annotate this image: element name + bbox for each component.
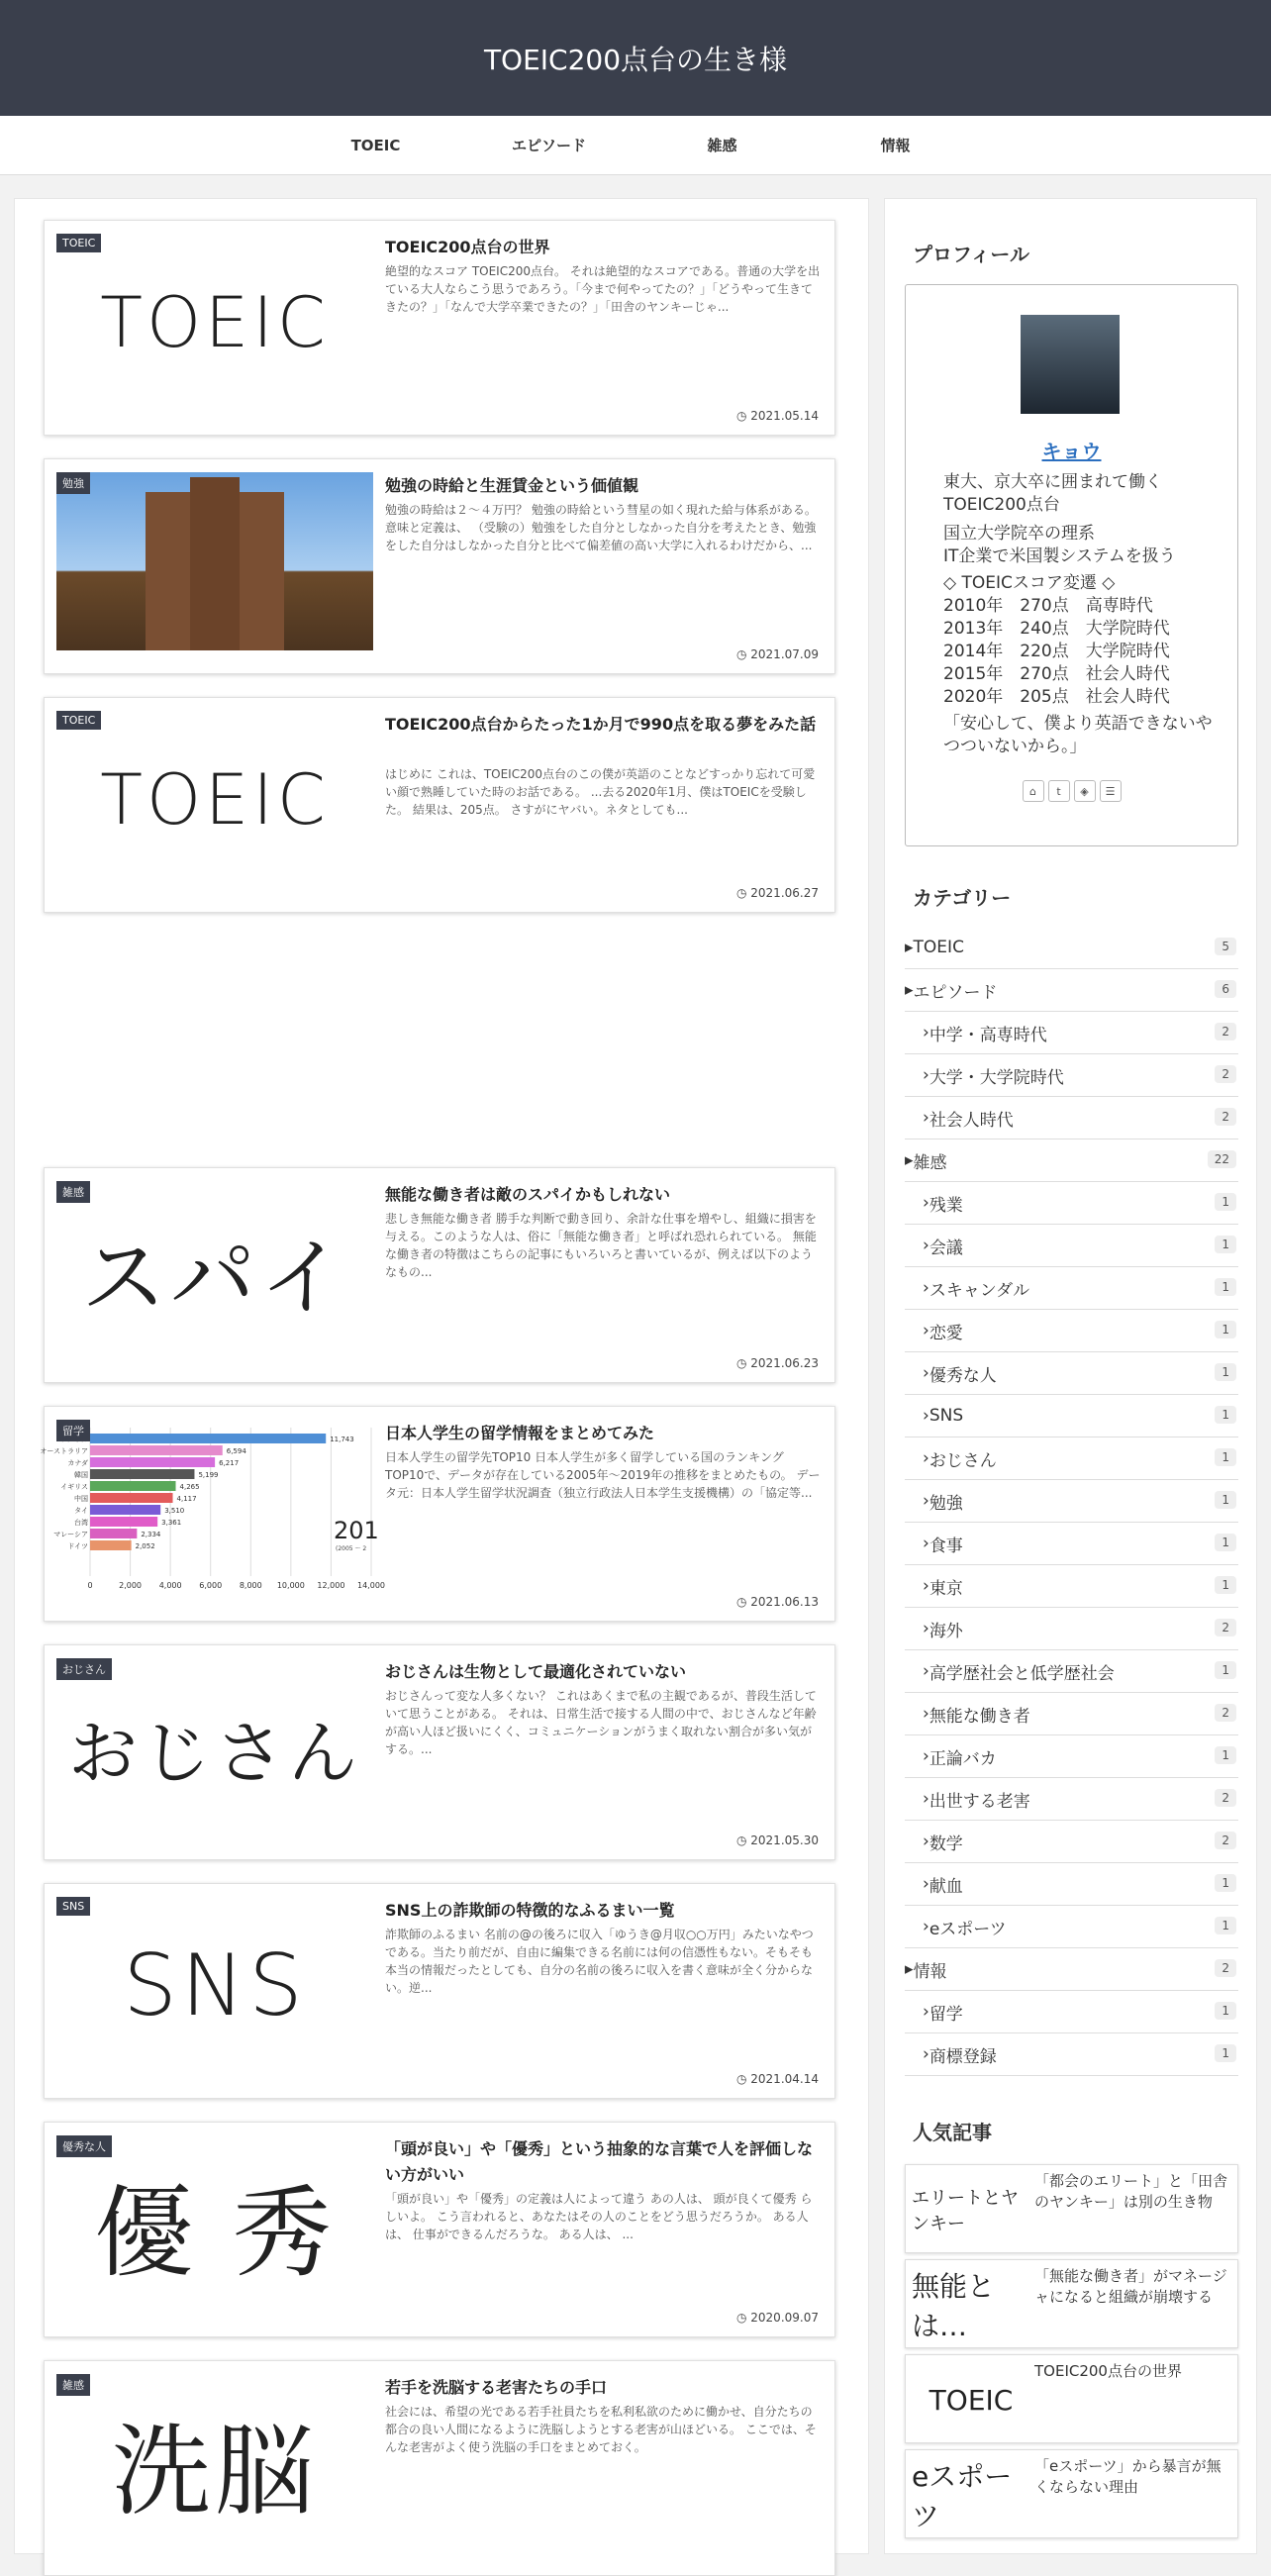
chart-bar: [90, 1445, 223, 1455]
post-title[interactable]: 無能な働き者は敵のスパイかもしれない: [385, 1185, 671, 1204]
category-item[interactable]: [905, 1352, 1238, 1395]
popular-post[interactable]: [905, 2259, 1238, 2348]
category-label: 数学: [929, 1833, 963, 1854]
chevron-right-icon: ›: [923, 1576, 929, 1596]
post-title[interactable]: TOEIC200点台からたった1か月で990点を取る夢をみた話: [385, 715, 817, 734]
chart-bar: [90, 1457, 215, 1467]
post-list: [14, 198, 869, 2554]
chart-bar: [90, 1469, 194, 1479]
post-card[interactable]: [44, 220, 835, 436]
category-count: 2: [1215, 1832, 1236, 1849]
chart-bar: [90, 1505, 160, 1515]
category-badge[interactable]: 留学: [56, 1420, 90, 1441]
category-item[interactable]: [905, 1906, 1238, 1948]
category-count: 2: [1215, 1959, 1236, 1977]
popular-post[interactable]: [905, 2164, 1238, 2253]
profile-line: 国立大学院卒の理系: [943, 524, 1095, 544]
x-tick-label: 12,000: [317, 1581, 345, 1590]
category-count: 2: [1215, 1065, 1236, 1083]
category-count: 1: [1215, 1746, 1236, 1764]
profile-name[interactable]: キョウ: [1041, 440, 1102, 463]
post-date-text: 2021.06.13: [750, 1595, 819, 1609]
category-label: 高学歴社会と低学歴社会: [929, 1663, 1115, 1684]
thumbnail-lettering: TOEIC: [100, 282, 330, 363]
clock-icon: ◷: [735, 886, 751, 900]
post-thumbnail[interactable]: [56, 2374, 373, 2552]
value-label: 6,594: [226, 1447, 246, 1455]
profile-line: 2014年 220点 大学院時代: [943, 642, 1170, 661]
post-thumbnail[interactable]: [56, 234, 373, 412]
x-tick-label: 0: [87, 1581, 93, 1590]
category-item[interactable]: [905, 1437, 1238, 1480]
category-item[interactable]: [905, 1523, 1238, 1565]
chart-bar: [90, 1517, 157, 1527]
category-badge[interactable]: TOEIC: [56, 234, 101, 252]
x-tick-label: 6,000: [199, 1581, 223, 1590]
category-count: 1: [1215, 1576, 1236, 1594]
category-label: 食事: [929, 1536, 963, 1556]
post-excerpt: 「頭が良い」や「優秀」の定義は人によって違う あの人は、 頭が良くて優秀 らしいよ。 こう言われると、あなたはその人のことをどう思うだろうか。 ある人は、 仕事ができるんだろうな。 ある人は、 ...: [385, 2192, 813, 2241]
twitter-icon[interactable]: t: [1048, 780, 1070, 802]
profile-line: 2010年 270点 高専時代: [943, 596, 1153, 616]
post-excerpt: 詐欺師のふるまい 名前の@の後ろに収入「ゆうき@月収○○万円」みたいなやつである。当たり前だが、自由に編集できる名前には何の信憑性もない。そもそも本当の情報だったとしても、自分の名前の後ろに収入を書く意味が全く分からない。逆...: [385, 1928, 814, 1995]
profile-line: 2013年 240点 大学院時代: [943, 619, 1170, 639]
post-excerpt: 社会には、希望の光である若手社員たちを私利私欲のために働かせ、自分たちの都合の良い人間になるように洗脳しようとする老害が山ほどいる。 ここでは、そんな老害がよく使う洗脳の手口をまとめておく。: [385, 2405, 817, 2454]
category-item[interactable]: [905, 1310, 1238, 1352]
category-label: 海外: [929, 1621, 963, 1641]
post-thumbnail[interactable]: [56, 1897, 373, 2075]
x-tick-label: 4,000: [158, 1581, 182, 1590]
rss-icon[interactable]: ☰: [1100, 780, 1122, 802]
post-card[interactable]: [44, 1883, 835, 2099]
value-label: 11,743: [330, 1436, 354, 1443]
post-title[interactable]: 若手を洗脳する老害たちの手口: [385, 2378, 608, 2397]
chart-bar: [90, 1493, 173, 1503]
thumbnail-lettering: スパイ: [81, 1229, 348, 1328]
clock-icon: ◷: [735, 2072, 751, 2086]
post-date-text: 2021.04.14: [750, 2072, 819, 2086]
chevron-right-icon: ›: [923, 1065, 929, 1085]
category-badge[interactable]: 雑感: [56, 2374, 90, 2396]
category-badge[interactable]: TOEIC: [56, 711, 101, 730]
chevron-right-icon: ▸: [905, 1959, 914, 1979]
category-item[interactable]: [905, 1097, 1238, 1139]
category-label: eスポーツ: [929, 1919, 1007, 1939]
category-count: 1: [1215, 1321, 1236, 1338]
category-label: 会議: [929, 1238, 963, 1258]
post-card[interactable]: [44, 1167, 835, 1383]
chevron-right-icon: ›: [923, 1704, 929, 1724]
post-card[interactable]: [44, 2122, 835, 2337]
post-title[interactable]: おじさんは生物として最適化されていない: [385, 1662, 687, 1681]
sidebar: [884, 198, 1257, 2554]
category-count: 1: [1215, 2002, 1236, 2020]
category-label: 東京: [929, 1578, 963, 1599]
category-count: 1: [1215, 1917, 1236, 1934]
chevron-right-icon: ›: [923, 1917, 929, 1936]
category-item[interactable]: [905, 2033, 1238, 2076]
post-card[interactable]: [44, 697, 835, 913]
study-abroad-chart: [40, 1420, 385, 1598]
category-item[interactable]: [905, 1395, 1238, 1437]
category-item[interactable]: [905, 1778, 1238, 1821]
category-item[interactable]: [905, 927, 1238, 969]
post-date: [736, 1833, 819, 1847]
value-label: 6,217: [219, 1459, 240, 1467]
site-title[interactable]: TOEIC200点台の生き様: [483, 43, 788, 76]
category-count: 1: [1215, 1363, 1236, 1381]
profile-line: 東大、京大卒に囲まれて働くTOEIC200点台: [943, 472, 1162, 515]
category-item[interactable]: [905, 1225, 1238, 1267]
post-date: [736, 409, 819, 423]
value-label: 2,052: [135, 1542, 155, 1550]
post-date-text: 2021.05.30: [750, 1833, 819, 1847]
category-heading: カテゴリー: [913, 886, 1012, 910]
category-count: 2: [1215, 1108, 1236, 1126]
category-label: 正論バカ: [929, 1748, 997, 1769]
category-count: 2: [1215, 1704, 1236, 1722]
post-date: [736, 2072, 819, 2086]
category-label: 情報: [913, 1961, 947, 1982]
thumbnail-lettering: おじさん: [68, 1712, 361, 1794]
category-label: 出世する老害: [929, 1791, 1030, 1812]
clock-icon: ◷: [735, 2311, 751, 2325]
popular-post[interactable]: [905, 2354, 1238, 2443]
category-count: 1: [1215, 1193, 1236, 1211]
category-label: おじさん: [929, 1450, 997, 1471]
category-label: エピソード: [913, 982, 998, 1003]
category-badge[interactable]: SNS: [56, 1897, 90, 1916]
chevron-right-icon: ›: [923, 1278, 929, 1298]
home-icon[interactable]: ⌂: [1023, 780, 1044, 802]
category-label: 残業: [929, 1195, 963, 1216]
year-annotation: 201: [334, 1517, 379, 1544]
category-count: 1: [1215, 1278, 1236, 1296]
post-date: [736, 886, 819, 900]
post-excerpt: 日本人学生の留学先TOP10 日本人学生が多く留学している国のランキングTOP10で、データが存在している2005年～2019年の推移をまとめたもの。 データ元：日本人学生留学状況調査（独立行政法人日本学生支援機構）の「協定等...: [385, 1450, 821, 1500]
chevron-right-icon: ›: [923, 1363, 929, 1383]
profile-line: 「安心して、僕より英語できないやつついないから。」: [943, 714, 1213, 756]
profile-box: [905, 284, 1238, 846]
popular-post-title[interactable]: TOEIC200点台の世界: [1034, 2362, 1182, 2380]
category-count: 1: [1215, 1534, 1236, 1551]
category-count: 6: [1215, 980, 1236, 998]
profile-line: 2015年 270点 社会人時代: [943, 664, 1170, 684]
post-title[interactable]: 勉強の時給と生涯賃金という価値観: [385, 476, 639, 495]
post-thumbnail[interactable]: [56, 1181, 373, 1359]
chevron-right-icon: ▸: [905, 938, 914, 957]
value-label: 3,510: [164, 1507, 185, 1515]
chart-bar: [90, 1434, 326, 1443]
chevron-right-icon: ›: [923, 2002, 929, 2022]
site-header: [0, 0, 1271, 116]
category-count: 1: [1215, 1661, 1236, 1679]
category-item[interactable]: [905, 1821, 1238, 1863]
category-label: 中国: [74, 1495, 88, 1503]
year-range-annotation: (2005 ～ 2: [336, 1545, 367, 1552]
chevron-right-icon: ›: [923, 1874, 929, 1894]
category-label: 恋愛: [929, 1323, 963, 1343]
post-title[interactable]: TOEIC200点台の世界: [385, 238, 550, 256]
chart-bar: [90, 1540, 132, 1550]
x-tick-label: 14,000: [357, 1581, 385, 1590]
category-item[interactable]: [905, 1267, 1238, 1310]
popular-post[interactable]: [905, 2449, 1238, 2538]
category-item[interactable]: [905, 1054, 1238, 1097]
post-date: [736, 1595, 819, 1609]
popular-post-title[interactable]: 「都会のエリート」と「田舎のヤンキー」は別の生き物: [1034, 2172, 1228, 2211]
post-card[interactable]: [44, 1644, 835, 1860]
clock-icon: ◷: [735, 409, 751, 423]
avatar: [1021, 315, 1120, 414]
category-badge[interactable]: 優秀な人: [56, 2135, 112, 2157]
clock-icon: ◷: [735, 647, 751, 661]
feedly-icon[interactable]: ◈: [1074, 780, 1096, 802]
clock-icon: ◷: [735, 1595, 751, 1609]
category-badge[interactable]: おじさん: [56, 1658, 112, 1680]
x-tick-label: 8,000: [239, 1581, 262, 1590]
chart-bar: [90, 1529, 137, 1538]
global-nav: [0, 116, 1271, 175]
category-label: 雑感: [913, 1152, 947, 1173]
category-item[interactable]: [905, 1182, 1238, 1225]
chart-bar: [90, 1481, 176, 1491]
popular-post-thumbnail: eスポーツ: [912, 2460, 1013, 2532]
clock-icon: ◷: [735, 1833, 751, 1847]
category-item[interactable]: [905, 1693, 1238, 1735]
category-count: 1: [1215, 1406, 1236, 1424]
category-label: イギリス: [60, 1483, 88, 1491]
category-item[interactable]: [905, 1139, 1238, 1182]
nav-item-episode[interactable]: エピソード: [511, 137, 586, 154]
category-label: SNS: [929, 1406, 964, 1426]
chevron-right-icon: ›: [923, 1746, 929, 1766]
post-thumbnail[interactable]: [56, 1658, 373, 1836]
nav-item-info[interactable]: 情報: [880, 137, 911, 154]
thumbnail-lettering: SNS: [123, 1936, 307, 2035]
chevron-right-icon: ›: [923, 1832, 929, 1851]
category-item[interactable]: [905, 1991, 1238, 2033]
category-label: ドイツ: [67, 1542, 88, 1550]
category-item[interactable]: [905, 1608, 1238, 1650]
category-count: 1: [1215, 2044, 1236, 2062]
thumbnail-lettering: 洗脳: [112, 2414, 318, 2529]
chevron-right-icon: ›: [923, 1491, 929, 1511]
category-item[interactable]: [905, 1863, 1238, 1906]
popular-heading: 人気記事: [913, 2121, 992, 2144]
category-label: 韓国: [74, 1471, 88, 1479]
popular-post-thumbnail: 無能とは…: [912, 2270, 996, 2342]
post-thumbnail[interactable]: [56, 2135, 373, 2314]
category-label: マレーシア: [53, 1531, 88, 1538]
chevron-right-icon: ›: [923, 1534, 929, 1553]
profile-social-links: [906, 780, 1237, 802]
post-date: [736, 1356, 819, 1370]
tower-image: [190, 477, 240, 650]
value-label: 2,334: [141, 1531, 161, 1538]
category-label: タイ: [74, 1507, 88, 1515]
category-count: 2: [1215, 1619, 1236, 1636]
post-thumbnail[interactable]: [56, 472, 373, 650]
post-title[interactable]: 日本人学生の留学情報をまとめてみた: [385, 1424, 655, 1442]
chevron-right-icon: ›: [923, 1448, 929, 1468]
thumbnail-lettering: 優 秀: [94, 2175, 336, 2291]
profile-line: ◇ TOEICスコア変遷 ◇: [943, 573, 1116, 593]
category-label: TOEIC: [913, 938, 964, 957]
post-thumbnail[interactable]: [56, 711, 373, 889]
category-item[interactable]: [905, 1735, 1238, 1778]
profile-heading: プロフィール: [913, 243, 1029, 266]
category-count: 2: [1215, 1023, 1236, 1040]
category-item[interactable]: [905, 1012, 1238, 1054]
category-count: 1: [1215, 1874, 1236, 1892]
thumbnail-lettering: TOEIC: [100, 759, 330, 841]
x-tick-label: 10,000: [276, 1581, 305, 1590]
post-title[interactable]: SNS上の詐欺師の特徴的なふるまい一覧: [385, 1901, 675, 1920]
category-label: 無能な働き者: [929, 1706, 1030, 1727]
category-badge[interactable]: 雑感: [56, 1181, 90, 1203]
category-count: 22: [1208, 1150, 1236, 1168]
post-card[interactable]: [44, 2360, 835, 2576]
category-label: 献血: [929, 1876, 963, 1897]
post-date: [736, 2311, 819, 2325]
category-item[interactable]: [905, 969, 1238, 1012]
popular-post-thumbnail: エリートとヤンキー: [912, 2188, 1019, 2234]
chevron-right-icon: ›: [923, 1321, 929, 1340]
post-excerpt: 勉強の時給は２～４万円？ 勉強の時給という彗星の如く現れた給与体系がある。 意味と定義は、 （受験の）勉強をした自分としなかった自分を考えたとき、勉強をした自分はしなかった自分と比べて偏差値の高い大学に入れるわけだから、...: [385, 503, 817, 552]
post-card[interactable]: [40, 1406, 835, 1622]
category-item[interactable]: [905, 1948, 1238, 1991]
chevron-right-icon: ›: [923, 1236, 929, 1255]
category-label: 大学・大学院時代: [929, 1067, 1064, 1088]
post-thumbnail[interactable]: [40, 1420, 385, 1598]
category-label: カナダ: [67, 1459, 88, 1467]
chevron-right-icon: ›: [923, 1661, 929, 1681]
value-label: 3,361: [161, 1519, 182, 1527]
category-label: 台湾: [74, 1519, 88, 1527]
chevron-right-icon: ›: [923, 1789, 929, 1809]
x-tick-label: 2,000: [119, 1581, 143, 1590]
chevron-right-icon: ▸: [905, 980, 914, 1000]
clock-icon: ◷: [735, 1356, 751, 1370]
nav-item-zakkan[interactable]: 雑感: [707, 137, 737, 154]
category-item[interactable]: [905, 1650, 1238, 1693]
popular-post-thumbnail: TOEIC: [929, 2383, 1014, 2417]
category-badge[interactable]: 勉強: [56, 472, 90, 494]
category-label: スキャンダル: [929, 1280, 1030, 1301]
category-label: 商標登録: [929, 2046, 997, 2067]
popular-post-title[interactable]: 「eスポーツ」から暴言が無くならない理由: [1034, 2457, 1222, 2496]
category-label: オーストラリア: [40, 1447, 88, 1455]
category-count: 1: [1215, 1491, 1236, 1509]
chevron-right-icon: ›: [923, 1193, 929, 1213]
category-count: 5: [1215, 938, 1236, 955]
value-label: 5,199: [198, 1471, 219, 1479]
chevron-right-icon: ›: [923, 1108, 929, 1128]
post-excerpt: 絶望的なスコア TOEIC200点台。 それは絶望的なスコアである。普通の大学を出ている大人ならこう思うであろう。「今まで何やってたの？」「どうやって生きてきたの？」「なんで大学卒業できたの？」「田舎のヤンキーじゃ...: [385, 264, 821, 314]
post-title[interactable]: 「頭が良い」や「優秀」という抽象的な言葉で人を評価しない方がいい: [385, 2139, 814, 2184]
category-count: 1: [1215, 1236, 1236, 1253]
chevron-right-icon: ›: [923, 1023, 929, 1042]
chevron-right-icon: ›: [923, 2044, 929, 2064]
post-date-text: 2021.06.23: [750, 1356, 819, 1370]
value-label: 4,117: [176, 1495, 197, 1503]
category-label: 中学・高専時代: [929, 1025, 1047, 1045]
category-label: 留学: [929, 2004, 963, 2025]
post-excerpt: 悲しき無能な働き者 勝手な判断で動き回り、余計な仕事を増やし、組織に損害を与える。このような人は、俗に「無能な働き者」と呼ばれ恐れられている。 無能な働き者の特徴はこちらの記事にもいろいろと書いているが、例えば以下のようなもの...: [385, 1212, 817, 1279]
post-excerpt: おじさんって変な人多くない？ これはあくまで私の主観であるが、普段生活していて思うことがある。 それは、日常生活で接する人間の中で、おじさんなど年齢が高い人ほど扱いにくく、コミュニケーションがうまく取れない割合が多い気がする。...: [385, 1689, 817, 1756]
category-label: 優秀な人: [929, 1365, 997, 1386]
chevron-right-icon: ▸: [905, 1150, 914, 1170]
post-date-text: 2021.07.09: [750, 647, 819, 661]
profile-line: 2020年 205点 社会人時代: [943, 687, 1170, 707]
category-label: 社会人時代: [929, 1110, 1014, 1131]
post-date-text: 2020.09.07: [750, 2311, 819, 2325]
nav-item-toeic[interactable]: TOEIC: [350, 136, 401, 154]
category-item[interactable]: [905, 1565, 1238, 1608]
category-label: 勉強: [929, 1493, 963, 1514]
category-count: 1: [1215, 1448, 1236, 1466]
post-date-text: 2021.05.14: [750, 409, 819, 423]
post-excerpt: はじめに これは、TOEIC200点台のこの僕が英語のことなどすっかり忘れて可愛い顔で熟睡していた時のお話である。 ...去る2020年1月、僕はTOEICを受験した。 結果は、205点。 さすがにヤバい。ネタとしても...: [385, 767, 816, 817]
popular-post-title[interactable]: 「無能な働き者」がマネージャになると組織が崩壊する: [1034, 2267, 1227, 2306]
post-card[interactable]: [44, 458, 835, 674]
category-item[interactable]: [905, 1480, 1238, 1523]
chevron-right-icon: ›: [923, 1406, 929, 1426]
post-date-text: 2021.06.27: [750, 886, 819, 900]
chevron-right-icon: ›: [923, 1619, 929, 1638]
category-count: 2: [1215, 1789, 1236, 1807]
value-label: 4,265: [179, 1483, 200, 1491]
post-date: [736, 647, 819, 661]
profile-line: IT企業で米国製システムを扱う: [943, 546, 1176, 566]
